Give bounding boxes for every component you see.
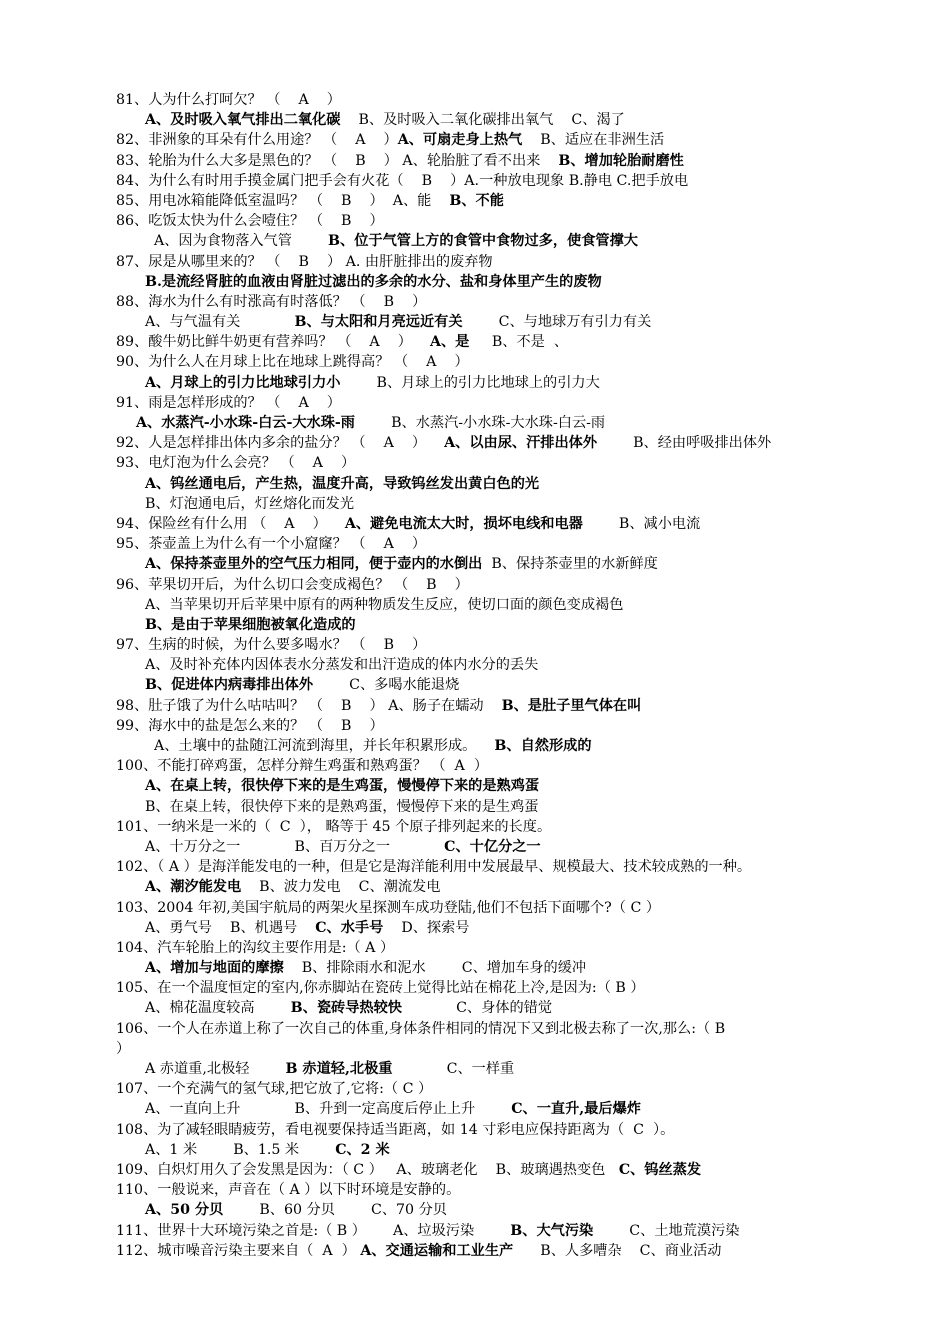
text-line <box>116 918 846 938</box>
question-text: D、探索号 <box>383 919 470 936</box>
question-text: 106、一个人在赤道上称了一次自己的体重,身体条件相同的情况下又到北极去称了一次,那么:（ B <box>116 1020 726 1037</box>
question-text: B、灯泡通电后，灯丝熔化而发光 <box>145 495 355 512</box>
text-line <box>116 373 846 393</box>
question-text: A、当苹果切开后苹果中原有的两种物质发生反应，使切口面的颜色变成褐色 <box>145 596 624 613</box>
text-line <box>116 857 846 877</box>
text-line <box>116 655 846 675</box>
question-text: 110、一般说来，声音在（ A ）以下时环境是安静的。 <box>116 1182 461 1199</box>
answer-text: C、钨丝蒸发 <box>618 1161 702 1178</box>
answer-text: C、一直升,最后爆炸 <box>511 1101 641 1118</box>
question-text: 91、雨是怎样形成的？ （ A ） <box>116 394 341 411</box>
question-text: A、因为食物落入气管 <box>154 233 329 250</box>
answer-text: C、十亿分之一 <box>444 838 541 855</box>
answer-text: A、是 <box>429 334 470 351</box>
question-text: 86、吃饭太快为什么会噎住？ （ B ） <box>116 213 384 230</box>
question-text: B、经由呼吸排出体外 <box>597 435 772 452</box>
text-line <box>116 837 846 857</box>
answer-text: B、促进体内病毒排出体外 <box>145 677 314 694</box>
question-text: B、减小电流 <box>582 515 701 532</box>
question-text: B、保持茶壶里的水新鲜度 <box>482 556 658 573</box>
text-line <box>116 1120 846 1140</box>
text-line <box>116 272 846 292</box>
text-line <box>116 898 846 918</box>
question-text: 94、保险丝有什么用 （ A ） <box>116 515 345 532</box>
answer-text: B、瓷砖导热较快 <box>290 1000 402 1017</box>
answer-text: A、保持茶壶里外的空气压力相同，便于壶内的水倒出 <box>145 556 483 573</box>
text-line <box>116 252 846 272</box>
text-line <box>116 1200 846 1220</box>
question-text: 96、苹果切开后，为什么切口会变成褐色？ （ B ） <box>116 576 469 593</box>
answer-text: B、是肚子里气体在叫 <box>501 697 642 714</box>
text-line <box>116 1019 846 1039</box>
question-text: 88、海水为什么有时涨高有时落低？ （ B ） <box>116 293 427 310</box>
text-line <box>116 696 846 716</box>
text-line <box>116 675 846 695</box>
text-line <box>116 756 846 776</box>
text-line <box>116 817 846 837</box>
question-text: 99、海水中的盐是怎么来的？ （ B ） <box>116 717 384 734</box>
text-line <box>116 352 846 372</box>
document-body <box>116 90 846 1261</box>
text-line <box>116 130 846 150</box>
answer-text: A、避免电流太大时，损坏电线和电器 <box>344 515 583 532</box>
text-line <box>116 453 846 473</box>
text-line <box>116 474 846 494</box>
text-line <box>116 332 846 352</box>
text-line <box>116 595 846 615</box>
text-line <box>116 776 846 796</box>
answer-text: C、水手号 <box>315 919 384 936</box>
question-text: 93、电灯泡为什么会亮？ （ A ） <box>116 455 356 472</box>
text-line <box>116 877 846 897</box>
text-line <box>116 90 846 110</box>
answer-text: A、50 分贝 <box>145 1202 224 1219</box>
question-text: 84、为什么有时用手摸金属门把手会有火花（ B ）A.一种放电现象 B.静电 C.把手放电 <box>116 172 689 189</box>
question-text: A、勇气号 B、机遇号 <box>145 919 316 936</box>
text-line <box>116 151 846 171</box>
question-text: A、土壤中的盐随江河流到海里，并长年积累形成。 <box>154 738 495 754</box>
answer-text: A、及时吸入氧气排出二氧化碳 <box>145 112 341 129</box>
question-text: 85、用电冰箱能降低室温吗？ （ B ） A、能 <box>116 192 450 209</box>
question-text: B、排除雨水和泥水 C、增加车身的缓冲 <box>283 960 587 977</box>
text-line <box>116 736 846 756</box>
text-line <box>116 1140 846 1160</box>
answer-text: A、月球上的引力比地球引力小 <box>145 374 341 391</box>
question-text: B、水蒸汽-小水珠-大水珠-白云-雨 <box>355 415 606 431</box>
question-text: A、及时补充体内因体表水分蒸发和出汗造成的体内水分的丢失 <box>145 657 539 674</box>
question-text: 100、不能打碎鸡蛋，怎样分辩生鸡蛋和熟鸡蛋？ （ A ） <box>116 758 489 775</box>
answer-text: B.是流经肾脏的血液由肾脏过滤出的多余的水分、盐和身体里产生的废物 <box>145 273 602 290</box>
text-line <box>116 534 846 554</box>
question-text: ） <box>116 1040 131 1057</box>
question-text: 81、人为什么打呵欠？ （ A ） <box>116 92 341 108</box>
question-text: A 赤道重,北极轻 <box>145 1061 286 1077</box>
question-text: B、60 分贝 C、70 分贝 <box>223 1202 447 1219</box>
text-line <box>116 635 846 655</box>
text-line <box>116 716 846 736</box>
text-line <box>116 1099 846 1119</box>
answer-text: A、钨丝通电后，产生热，温度升高，导致钨丝发出黄白色的光 <box>145 475 540 492</box>
question-text: 95、茶壶盖上为什么有一个小窟窿？ （ A ） <box>116 536 427 553</box>
question-text: 102、（ A ）是海洋能发电的一种，但是它是海洋能利用中发展最早、规模最大、技术较成熟的一种。 <box>116 859 752 876</box>
question-text: A、棉花温度较高 <box>145 1000 291 1017</box>
question-text: 108、为了减轻眼睛疲劳，看电视要保持适当距离，如 14 寸彩电应保持距离为（ C ）。 <box>116 1121 675 1138</box>
text-line <box>116 554 846 574</box>
question-text: B、及时吸入二氧化碳排出氧气 C、渴了 <box>340 112 625 129</box>
text-line <box>116 575 846 595</box>
answer-text: B、不能 <box>449 192 504 209</box>
question-text: C、与地球万有引力有关 <box>462 314 652 331</box>
question-text: C、土地荒漠污染 <box>593 1222 740 1239</box>
question-text: 107、一个充满气的氢气球,把它放了,它将:（ C ） <box>116 1081 433 1098</box>
question-text: 105、在一个温度恒定的室内,你赤脚站在瓷砖上觉得比站在棉花上冷,是因为:（ B ） <box>116 980 645 997</box>
question-text: 90、为什么人在月球上比在地球上跳得高？ （ A ） <box>116 354 469 371</box>
text-line <box>116 494 846 514</box>
answer-text: A、以由尿、汗排出体外 <box>444 435 598 452</box>
text-line <box>116 938 846 958</box>
question-text: A、十万分之一 B、百万分之一 <box>145 838 445 855</box>
question-text: 101、一纳米是一米的（ C ）， 略等于 45 个原子排列起来的长度。 <box>116 818 552 835</box>
answer-text: B、大气污染 <box>510 1222 594 1239</box>
question-text: C、身体的错觉 <box>401 1000 553 1017</box>
answer-text: A、潮汐能发电 <box>145 879 242 896</box>
answer-text: B、与太阳和月亮远近有关 <box>294 314 463 331</box>
answer-text: C、2 米 <box>335 1141 390 1158</box>
text-line <box>116 797 846 817</box>
question-text: 111、世界十大环境污染之首是:（ B ） A、垃圾污染 <box>116 1222 511 1239</box>
question-text: 92、人是怎样排出体内多余的盐分？ （ A ） <box>116 435 445 452</box>
question-text: A、一直向上升 B、升到一定高度后停止上升 <box>145 1101 512 1118</box>
text-line <box>116 312 846 332</box>
answer-text: B、是由于苹果细胞被氧化造成的 <box>145 616 356 633</box>
text-line <box>116 1241 846 1261</box>
question-text: A、与气温有关 <box>145 314 295 331</box>
question-text: B、不是 、 <box>469 334 569 351</box>
question-text: B、适应在非洲生活 <box>522 132 665 149</box>
text-line <box>116 514 846 534</box>
text-line <box>116 978 846 998</box>
question-text: 97、生病的时候，为什么要多喝水？ （ B ） <box>116 637 427 654</box>
question-text: 89、酸牛奶比鲜牛奶更有营养吗？ （ A ） <box>116 334 430 351</box>
answer-text: B、位于气管上方的食管中食物过多，使食管撑大 <box>328 233 638 250</box>
text-line <box>116 1180 846 1200</box>
text-line <box>116 231 846 251</box>
text-line <box>116 1039 846 1059</box>
question-text: B、波力发电 C、潮流发电 <box>241 879 441 896</box>
question-text: 87、尿是从哪里来的？ （ B ） A. 由肝脏排出的废弃物 <box>116 253 493 270</box>
question-text: 83、轮胎为什么大多是黑色的？ （ B ） A、轮胎脏了看不出来 <box>116 152 559 169</box>
text-line <box>116 393 846 413</box>
answer-text: A、在桌上转，很快停下来的是生鸡蛋，慢慢停下来的是熟鸡蛋 <box>145 778 540 795</box>
question-text: 98、肚子饿了为什么咕咕叫？ （ B ） A、肠子在蠕动 <box>116 697 502 714</box>
text-line <box>116 171 846 191</box>
question-text: 103、2004 年初,美国宇航局的两架火星探测车成功登陆,他们不包括下面哪个?（ C ） <box>116 899 661 916</box>
answer-text: B、增加轮胎耐磨性 <box>558 152 684 169</box>
text-line <box>116 615 846 635</box>
text-line <box>116 1160 846 1180</box>
text-line <box>116 998 846 1018</box>
text-line <box>116 433 846 453</box>
text-line <box>116 1221 846 1241</box>
question-text: B、在桌上转，很快停下来的是熟鸡蛋，慢慢停下来的是生鸡蛋 <box>145 798 539 815</box>
question-text: A、1 米 B、1.5 米 <box>145 1141 336 1158</box>
answer-text: A、增加与地面的摩擦 <box>145 960 284 977</box>
question-text: 104、汽车轮胎上的沟纹主要作用是:（ A ） <box>116 939 395 956</box>
text-line <box>116 1059 846 1079</box>
question-text: 82、非洲象的耳朵有什么用途？ （ A ） <box>116 132 398 149</box>
question-text: 112、城市噪音污染主要来自（ A ） <box>116 1242 361 1259</box>
answer-text: B 赤道轻,北极重 <box>285 1061 393 1077</box>
text-line <box>116 958 846 978</box>
question-text: C、一样重 <box>392 1061 515 1077</box>
answer-text: B、自然形成的 <box>494 738 592 754</box>
text-line <box>116 292 846 312</box>
answer-text: A、交通运输和工业生产 <box>360 1242 514 1259</box>
text-line <box>116 211 846 231</box>
text-line <box>116 191 846 211</box>
answer-text: A、可扇走身上热气 <box>397 132 523 149</box>
question-text: 109、白炽灯用久了会发黑是因为：（ C ） A、玻璃老化 B、玻璃遇热变色 <box>116 1161 619 1178</box>
question-text: B、人多嘈杂 C、商业活动 <box>513 1242 722 1259</box>
question-text: C、多喝水能退烧 <box>313 677 460 694</box>
text-line <box>116 413 846 433</box>
question-text: B、月球上的引力比地球上的引力大 <box>340 374 600 391</box>
text-line <box>116 1079 846 1099</box>
answer-text: A、水蒸汽-小水珠-白云-大水珠-雨 <box>136 415 355 431</box>
text-line <box>116 110 846 130</box>
